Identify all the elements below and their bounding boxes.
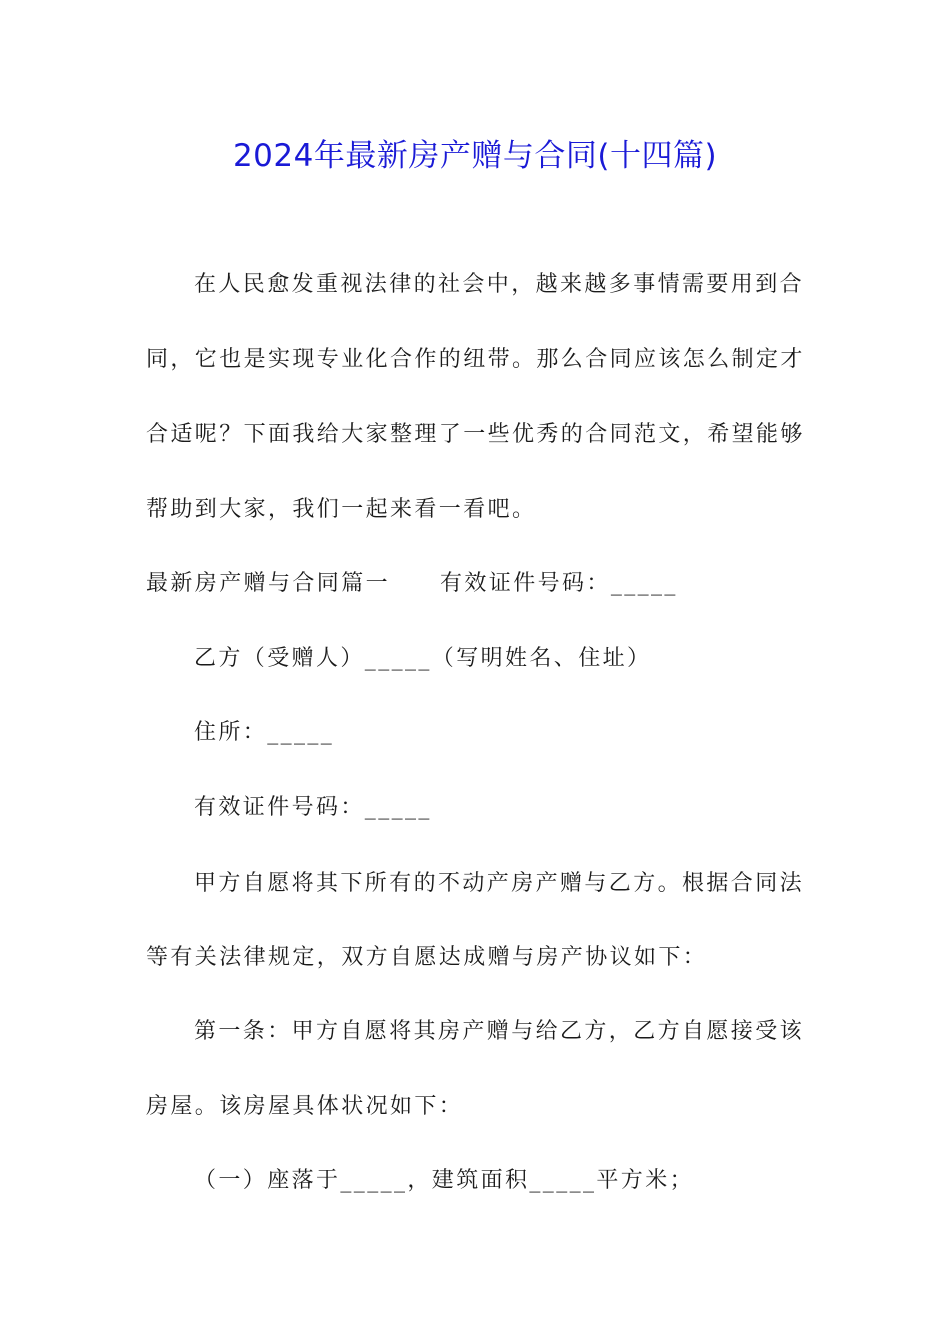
residence-line: 住所：_____ — [194, 720, 335, 745]
section-heading: 最新房产赠与合同篇一 — [146, 571, 391, 596]
intro-line-3: 合适呢？下面我给大家整理了一些优秀的合同范文，希望能够 — [146, 422, 805, 447]
item-1-line: （一）座落于_____，建筑面积_____平方米； — [194, 1168, 695, 1193]
document-title: 2024年最新房产赠与合同(十四篇) — [232, 138, 718, 174]
agreement-line-2: 等有关法律规定，双方自愿达成赠与房产协议如下： — [146, 945, 708, 970]
id-number-field-1: 有效证件号码：_____ — [440, 571, 678, 596]
section-heading-line — [146, 569, 678, 599]
article1-line-2: 房屋。该房屋具体状况如下： — [146, 1094, 464, 1119]
article1-line-1: 第一条：甲方自愿将其房产赠与给乙方，乙方自愿接受该 — [194, 1019, 805, 1044]
intro-line-1: 在人民愈发重视法律的社会中，越来越多事情需要用到合 — [194, 272, 805, 297]
party-b-line: 乙方（受赠人）_____（写明姓名、住址） — [194, 646, 652, 671]
intro-line-4: 帮助到大家，我们一起来看一看吧。 — [146, 497, 537, 522]
agreement-line-1: 甲方自愿将其下所有的不动产房产赠与乙方。根据合同法 — [194, 871, 805, 896]
intro-line-2: 同，它也是实现专业化合作的纽带。那么合同应该怎么制定才 — [146, 347, 805, 372]
id-number-line-2: 有效证件号码：_____ — [194, 795, 432, 820]
